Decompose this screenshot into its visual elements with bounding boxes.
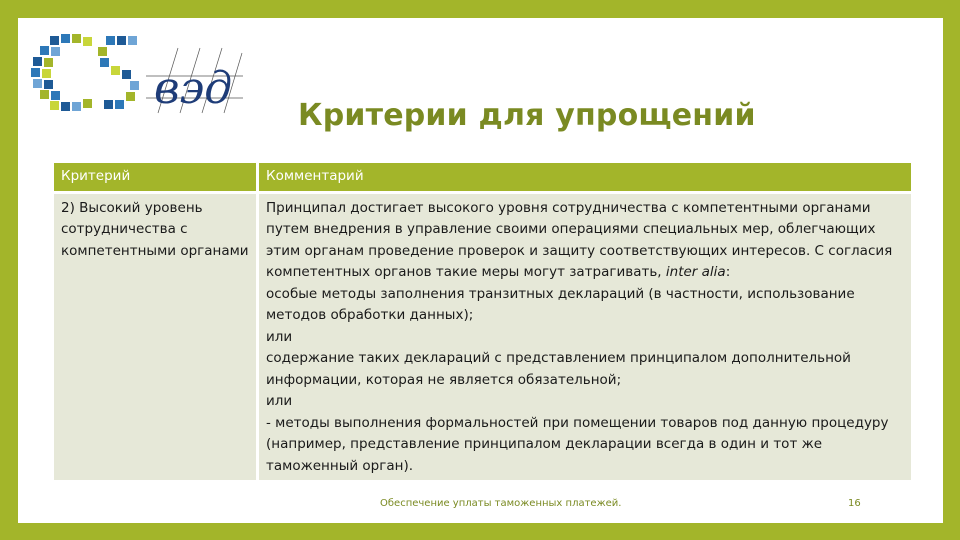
header-comment: Комментарий [258,163,913,192]
inter-alia-suffix: : [725,264,731,280]
logo-text: вэд [154,63,233,114]
comment-paragraph [266,198,904,284]
logo [28,28,243,128]
comment-line-6: - методы выполнения формальностей при помещении товаров под данную процедуру (например, представление принципалом декларации всегда в один и тот же таможенный орган). [266,414,889,474]
page-title: Критерии для упрощений [298,98,756,133]
comment-line-3: или [266,328,293,345]
header-criterion: Критерий [54,163,258,192]
slide [18,18,943,523]
table-row [54,192,913,480]
comment-line-2: особые методы заполнения транзитных деклараций (в частности, использование методов обработки данных); [266,285,855,323]
customs-logo-icon [28,28,243,123]
page-number: 16 [848,498,861,509]
inter-alia-text: inter alia [665,264,726,280]
footer-text: Обеспечение уплаты таможенных платежей. [380,498,622,509]
comment-line-1: Принципал достигает высокого уровня сотрудничества с компетентными органами путем внедрения в управление своими операциями специальных мер, облегчающих этим органам проведение проверок и защиту соответствующих интересов. С согласия компетентных органов такие меры могут затрагивать, [266,199,893,280]
comment-line-5: или [266,393,293,409]
table-header-row [54,163,913,192]
criterion-cell: 2) Высокий уровень сотрудничества с компетентными органами [54,192,258,480]
comment-cell [258,192,913,480]
criteria-table [54,163,914,480]
comment-line-4: содержание таких деклараций с представлением принципалом дополнительной информации, которая не является обязательной; [266,350,851,388]
